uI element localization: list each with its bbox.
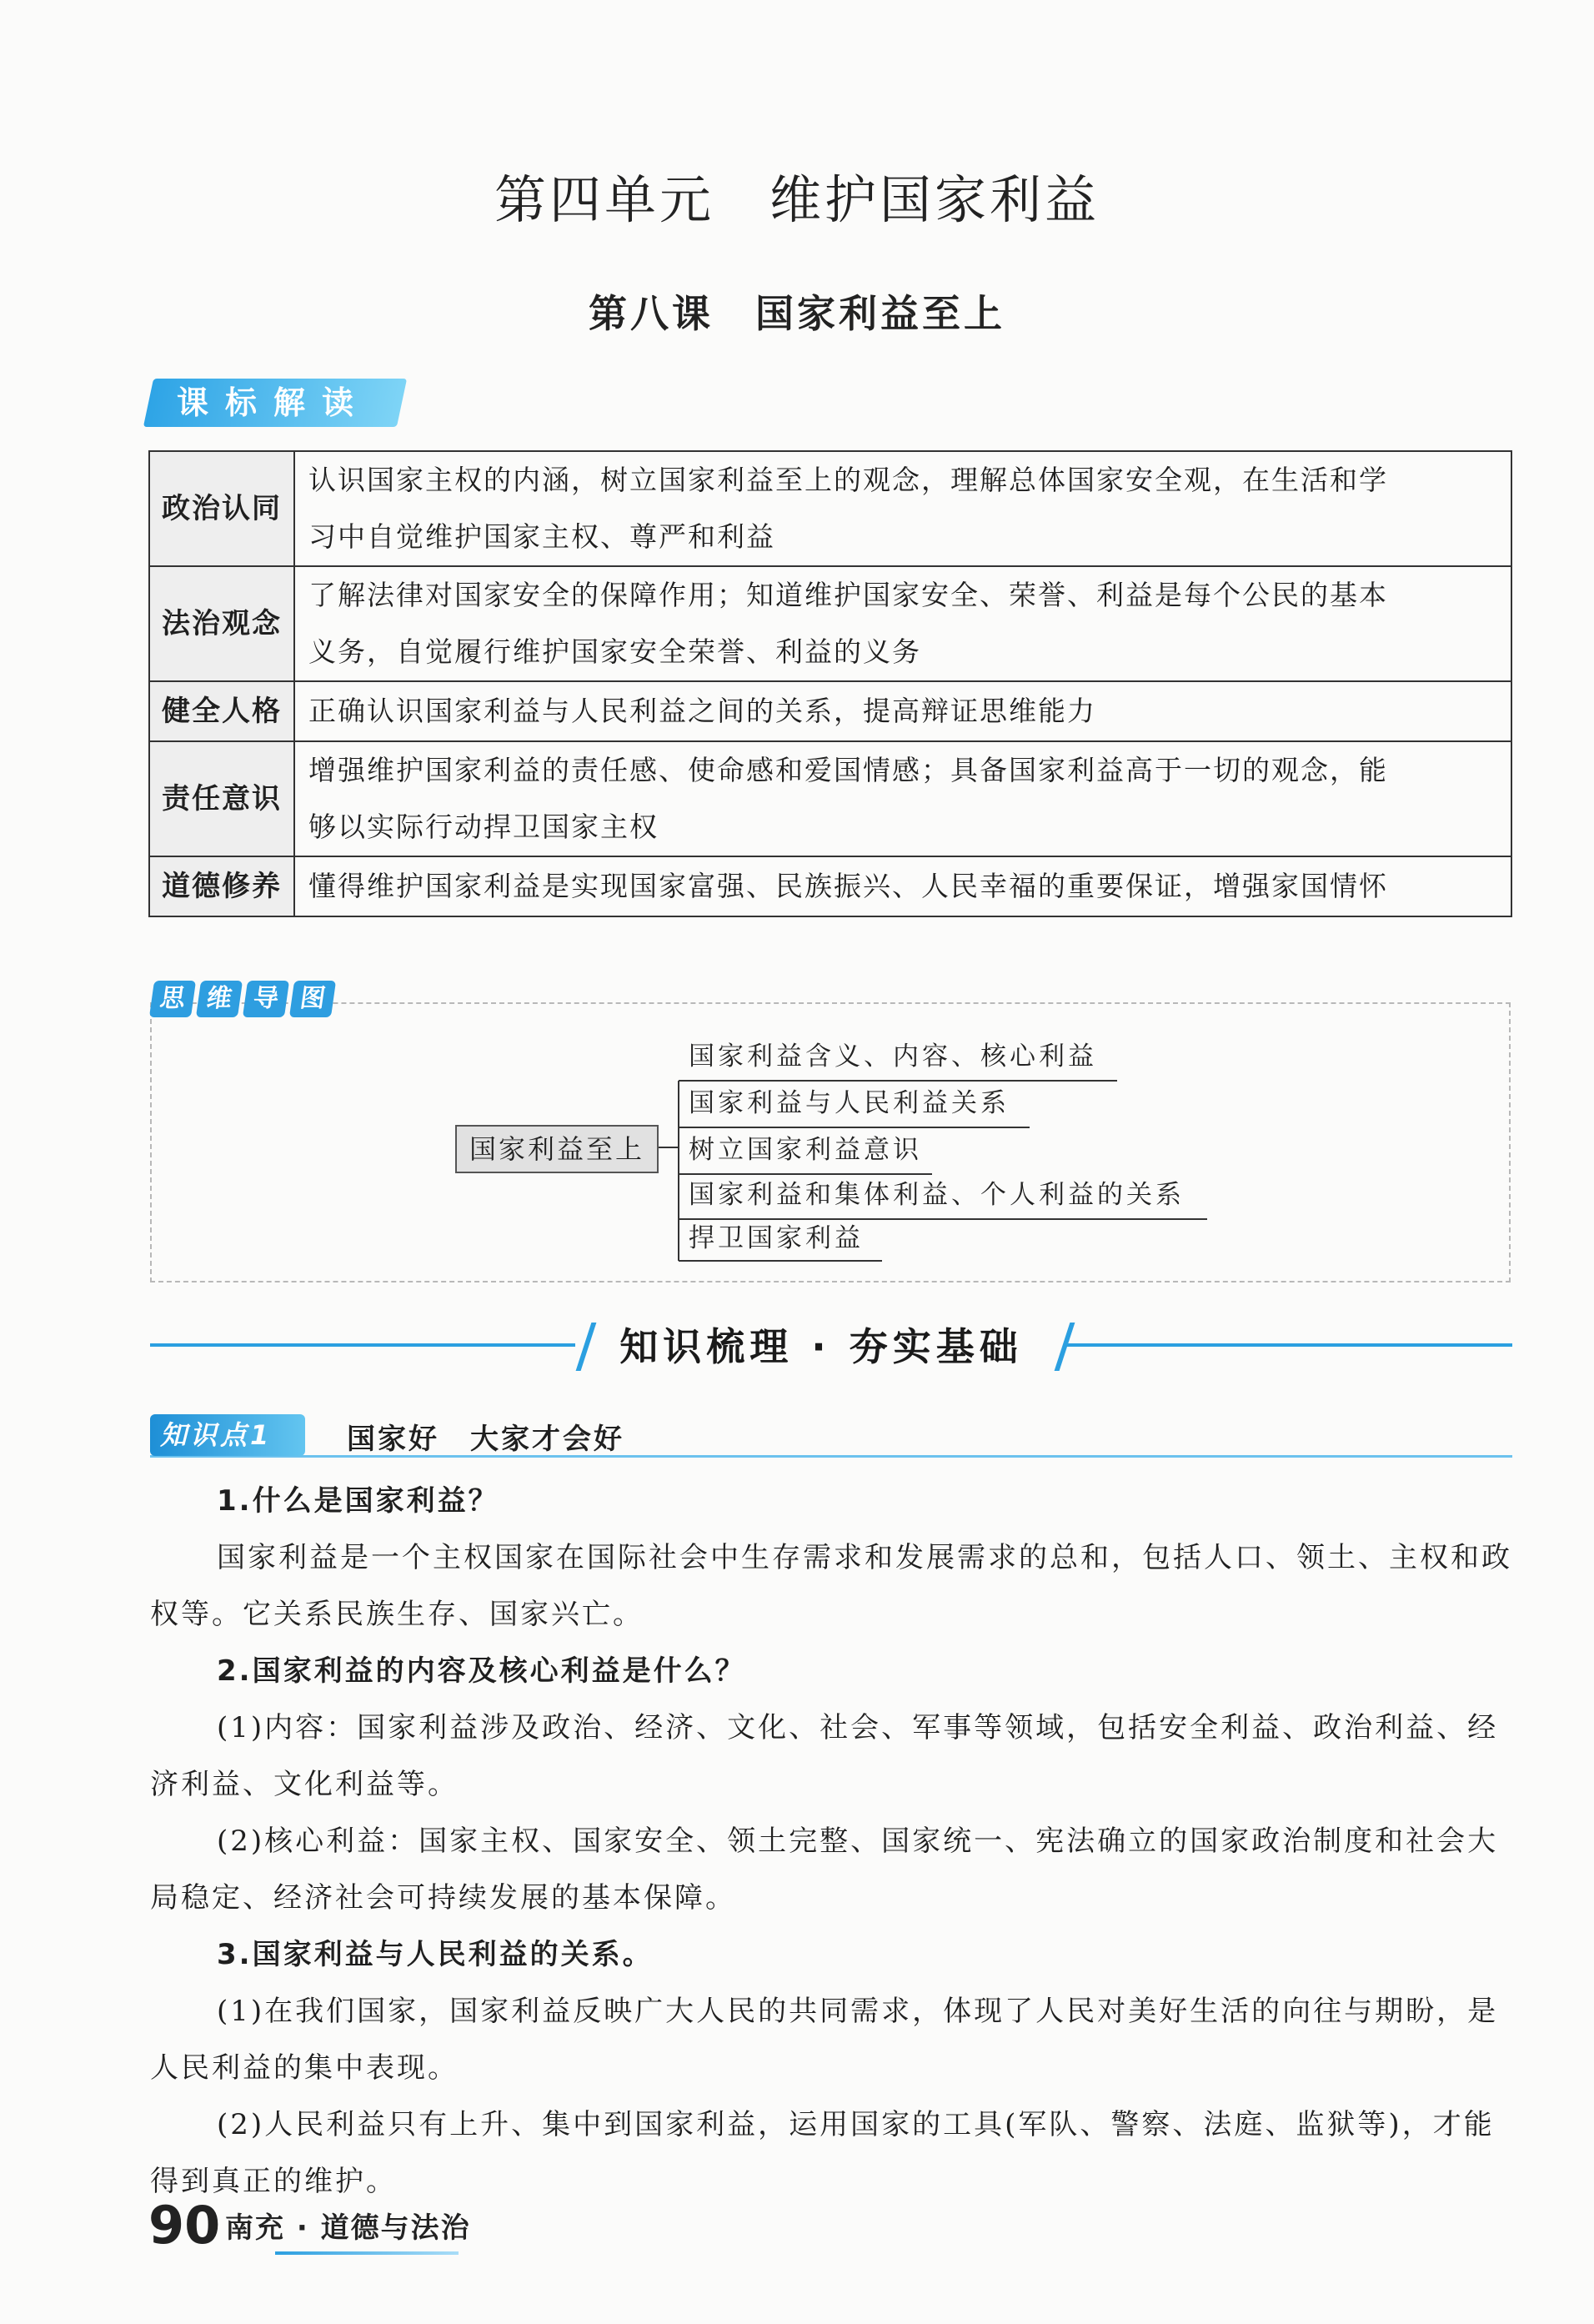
knowledge-point-title: 国家好 大家才会好	[347, 1423, 624, 1456]
answer-2-core: (2)核心利益：国家主权、国家安全、领土完整、国家统一、宪法确立的国家政治制度和社会大局稳定、经济社会可持续发展的基本保障。	[150, 1825, 1499, 1915]
unit-title: 第四单元 维护国家利益	[494, 169, 1100, 230]
mind-map-tag-char: 图	[289, 981, 336, 1017]
mind-map-tag-char: 导	[243, 981, 289, 1017]
table-row-key: 健全人格	[149, 681, 294, 741]
table-line: 懂得维护国家利益是实现国家富强、民族振兴、人民幸福的重要保证，增强家国情怀	[308, 870, 1388, 902]
page-number: 90	[148, 2195, 221, 2256]
mind-map-branch: 捍卫国家利益	[689, 1223, 864, 1253]
question-2: 2.国家利益的内容及核心利益是什么？	[217, 1654, 746, 1688]
footer-underline	[275, 2251, 459, 2255]
table-row-key: 道德修养	[149, 856, 294, 916]
table-row-key: 法治观念	[149, 566, 294, 681]
table-line: 习中自觉维护国家主权、尊严和利益	[308, 520, 775, 553]
table-line: 义务，自觉履行维护国家安全荣誉、利益的义务	[308, 635, 921, 668]
mind-map-branch: 国家利益与人民利益关系	[689, 1088, 1010, 1118]
knowledge-point-tag: 知识点1	[150, 1414, 305, 1456]
table-line: 认识国家主权的内涵，树立国家利益至上的观念，理解总体国家安全观，在生活和学	[308, 464, 1388, 496]
mind-map-tag-char: 思	[149, 981, 196, 1017]
question-1: 1.什么是国家利益？	[217, 1484, 499, 1518]
mind-map-branch: 国家利益和集体利益、个人利益的关系	[689, 1180, 1185, 1210]
answer-3-1: (1)在我们国家，国家利益反映广大人民的共同需求，体现了人民对美好生活的向往与期盼，是人民利益的集中表现。	[150, 1995, 1499, 2085]
table-line: 正确认识国家利益与人民利益之间的关系，提高辩证思维能力	[308, 695, 1096, 727]
table-line: 够以实际行动捍卫国家主权	[308, 811, 659, 843]
table-row-key: 政治认同	[149, 451, 294, 566]
curriculum-standard-tag-label: 课标解读	[177, 384, 371, 421]
table-row-key: 责任意识	[149, 741, 294, 856]
section-title: 知识梳理 · 夯实基础	[575, 1321, 1067, 1373]
question-3: 3.国家利益与人民利益的关系。	[217, 1938, 654, 1971]
mind-map-center: 国家利益至上	[455, 1125, 659, 1173]
answer-1: 国家利益是一个主权国家在国际社会中生存需求和发展需求的总和，包括人口、领土、主权和政权等。它关系民族生存、国家兴亡。	[150, 1541, 1512, 1631]
answer-2-content: (1)内容：国家利益涉及政治、经济、文化、社会、军事等领域，包括安全利益、政治利益、经济利益、文化利益等。	[150, 1711, 1499, 1801]
mind-map-branch: 国家利益含义、内容、核心利益	[689, 1042, 1097, 1072]
table-line: 了解法律对国家安全的保障作用；知道维护国家安全、荣誉、利益是每个公民的基本	[308, 579, 1388, 611]
lesson-title: 第八课 国家利益至上	[589, 291, 1005, 336]
mind-map-tag-char: 维	[196, 981, 243, 1017]
footer-text: 南充 · 道德与法治	[225, 2211, 471, 2245]
mind-map-branch: 树立国家利益意识	[689, 1135, 922, 1165]
answer-3-2: (2)人民利益只有上升、集中到国家利益，运用国家的工具(军队、警察、法庭、监狱等)，才能得到真正的维护。	[150, 2108, 1495, 2198]
table-line: 增强维护国家利益的责任感、使命感和爱国情感；具备国家利益高于一切的观念，能	[308, 754, 1388, 786]
